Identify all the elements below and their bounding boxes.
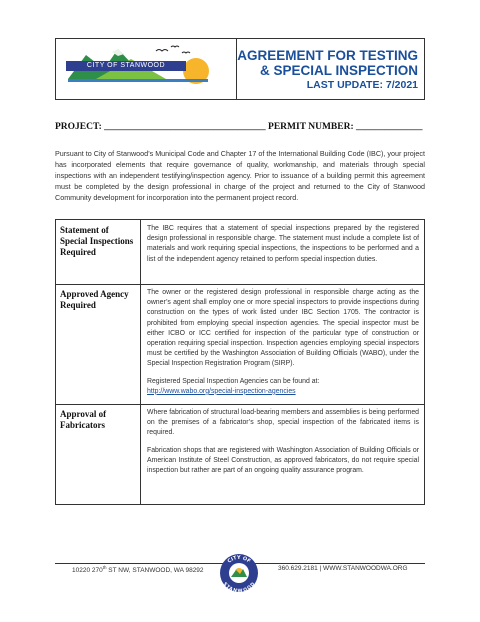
title-line-2: & SPECIAL INSPECTION: [259, 63, 418, 78]
row-paragraph: Fabrication shops that are registered with Washington Association of Building Officials or American Institute of Steel Construction, as approved fabricators, do not require special inspection but rather are part of an ongoing quality assurance program.: [147, 446, 419, 475]
row-label: Approval of Fabricators: [56, 404, 141, 504]
requirements-table: [55, 219, 425, 505]
row-text: [142, 284, 424, 404]
row-label: Statement of Special Inspections Required: [56, 220, 141, 284]
table-row: [56, 284, 424, 405]
last-update: LAST UPDATE: 7/2021: [306, 79, 418, 91]
intro-paragraph: Pursuant to City of Stanwood’s Municipal Code and Chapter 17 of the International Building Code (IBC), your project has incorporated elements that require governance of quality, workmanship, and materials through special inspections with an independent testifying/inspection agency. Prior to issuance of a building permit this agreement must be completed by the design professional in charge of the project and returned to the City of Stanwood Community development for incorporation into the permanent project record.: [55, 149, 425, 202]
footer-contact: 360.629.2181 | WWW.STANWOODWA.ORG: [278, 565, 408, 572]
row-paragraph: Registered Special Inspection Agencies can be found at:: [147, 377, 320, 385]
city-logo: [56, 39, 237, 99]
project-permit-line: PROJECT: __________________________________ PERMIT NUMBER: ______________: [55, 122, 423, 132]
title-line-1: AGREEMENT FOR TESTING: [237, 48, 418, 63]
row-paragraph: The owner or the registered design professional in responsible charge acting as the owner’s agent shall employ one or more special inspectors to provide inspections during construction on the types of work listed under IBC Section 1705. The contractor is prohibited from employing special inspection agencies. The special inspector must be either ICBO or ICC certified for inspection of the particular type of construction or operation requiring special inspection. Inspection agencies employing special inspectors must be certified by the Washington Association of Building Officials (WABO), under the Special Inspection Registration Program (SIRP).: [147, 289, 419, 368]
seal-top-text: CITY OF: [226, 554, 252, 565]
row-text: [142, 404, 424, 504]
row-paragraph: The IBC requires that a statement of special inspections prepared by the registered design professional in responsible charge. The statement must include a complete list of materials and work requiring special inspections, the inspections to be performed and a list of the independent agency retained to perform special inspection duties.: [147, 225, 419, 263]
address-suffix: th: [102, 565, 107, 570]
table-row: [56, 220, 424, 285]
footer-address: [72, 565, 204, 574]
address-street: ST NW, STANWOOD, WA 98292: [106, 567, 204, 575]
row-paragraph: Where fabrication of structural load-bearing members and assemblies is being performed on the premises of a fabricator’s shop, special inspection of the fabricated items is required.: [147, 409, 419, 437]
wabo-link[interactable]: http://www.wabo.org/special-inspection-agencies: [147, 387, 296, 395]
row-text: [142, 220, 424, 284]
address-number: 10220 270: [72, 567, 103, 575]
city-seal-icon: [219, 553, 259, 593]
logo-text: CITY OF STANWOOD: [66, 61, 186, 71]
row-label: Approved Agency Required: [56, 284, 141, 404]
title-block: [237, 39, 424, 99]
document-header: [55, 38, 425, 100]
table-row: [56, 404, 424, 504]
seal-bottom-text: STANWOOD: [221, 581, 257, 593]
